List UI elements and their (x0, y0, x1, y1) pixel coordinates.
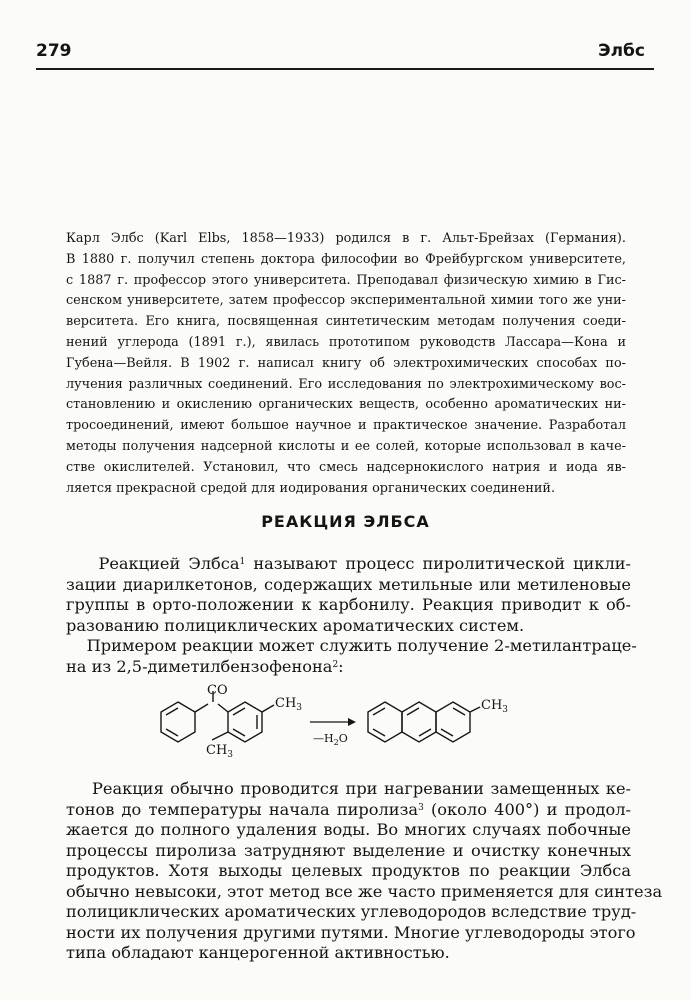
reagent-label (313, 732, 348, 747)
bio-line: верситета. Его книга, посвященная синтетическим методам получения соеди- (66, 314, 626, 330)
benzophenone-structure (161, 691, 274, 742)
bio-line: с 1887 г. профессор этого университета. Преподавал физическую химию в Гис- (66, 272, 626, 288)
inner-bond (419, 729, 431, 736)
text-line: продуктов. Хотя выходы целевых продуктов по реакции Элбса (66, 861, 631, 880)
inner-bond (233, 729, 245, 736)
text-line: полициклических ароматических углеводородов вследствие труд- (66, 902, 637, 921)
text-line: типа обладают канцерогенной активностью. (66, 943, 450, 962)
bond-methyl (470, 707, 480, 712)
inner-bond (373, 729, 385, 736)
conditions-paragraph (66, 779, 663, 964)
biography-paragraph (66, 229, 626, 499)
footnote-ref: 3 (418, 802, 424, 813)
text-line (66, 800, 631, 821)
text-line (66, 554, 631, 575)
page-number: 279 (36, 41, 72, 61)
running-title: Элбс (598, 41, 645, 61)
reagent-subscript: 2 (333, 738, 339, 747)
arrow-head (348, 718, 356, 726)
text-line (66, 779, 631, 800)
text-line: зации диарилкетонов, содержащих метильные или метиленовые (66, 574, 631, 594)
text-line: ности их получения другими путями. Многие углеводороды этого (66, 922, 636, 942)
footnote-ref: 2 (332, 659, 339, 670)
bio-line: стве окислителей. Установил, что смесь надсернокислого натрия и иода яв- (66, 459, 626, 475)
text-line: разованию полициклических ароматических систем. (66, 615, 525, 635)
bio-line: методы получения надсерной кислоты и ее солей, которые использовал в каче- (66, 438, 626, 454)
reaction-scheme (150, 680, 530, 776)
inner-bond (166, 708, 178, 715)
footnote-ref: 1 (239, 557, 246, 567)
bond-methyl-top (262, 705, 274, 712)
bond-to-carbonyl (195, 704, 208, 712)
text-fragment: тонов до температуры начала пиролиза (66, 799, 419, 819)
text-line: процессы пиролиза затрудняют выделение и очистку конечных (66, 840, 631, 860)
bio-line: В 1880 г. получил степень доктора философии во Фрейбургском университете, (66, 251, 626, 267)
text-fragment: на из 2,5-диметилбензофенона (66, 656, 333, 676)
bond-to-ring (218, 704, 228, 712)
inner-bond (453, 708, 465, 715)
text-line: жается до полного удаления воды. Во многих случаях побочные (66, 820, 631, 839)
text-fragment: называют процесс пиролитической цикли- (245, 554, 631, 573)
text-fragment: Реакция обычно проводится при нагревании замещенных ке- (92, 779, 631, 798)
text-fragment: : (338, 656, 344, 676)
reaction-arrow (310, 718, 356, 747)
methyl-text: CH (481, 698, 503, 713)
anthracene-structure (368, 702, 480, 742)
header-rule (36, 68, 654, 70)
methyl-subscript: 3 (502, 705, 509, 715)
bio-line: сенском университете, затем профессор экспериментальной химии того же уни- (66, 293, 626, 309)
bio-line: Карл Элбс (Karl Elbs, 1858—1933) родился в г. Альт-Брейзах (Германия). (66, 231, 626, 246)
text-fragment: (около 400°) и продол- (423, 799, 632, 819)
bio-line: становлению и окислению органических веществ, особенно ароматических ни- (66, 397, 626, 413)
text-line: группы в орто-положении к карбонилу. Реакция приводит к об- (66, 595, 631, 614)
carbonyl-label: CO (207, 683, 228, 698)
section-title: РЕАКЦИЯ ЭЛБСА (261, 512, 430, 531)
methyl-subscript: 3 (227, 750, 234, 760)
inner-bond (373, 708, 385, 715)
inner-bond (166, 729, 178, 736)
methyl-label-top (275, 696, 302, 713)
bio-line: ляется прекрасной средой для иодирования органических соединений. (66, 480, 556, 496)
inner-bond (441, 729, 453, 736)
text-line (66, 657, 631, 678)
product-methyl-label (481, 698, 508, 715)
bio-line: лучения различных соединений. Его исследования по электрохимическому вос- (66, 376, 626, 392)
reagent-text: O (338, 732, 348, 745)
bio-line: тросоединений, имеют большое научное и практическое значение. Разработал (66, 418, 626, 434)
bio-line: нений углерода (1891 г.), явилась прототипом руководств Лассара—Кона и (66, 334, 626, 350)
text-fragment: Примером реакции может служить получение 2-метилантраце- (86, 636, 637, 655)
methyl-text: CH (206, 743, 228, 758)
methyl-label-bottom (206, 743, 233, 760)
methyl-subscript: 3 (296, 703, 303, 713)
reagent-text: —H (313, 732, 334, 745)
text-line: обычно невысоки, этот метод все же часто применяется для синтеза (66, 881, 663, 901)
bond-methyl-bottom (212, 732, 228, 740)
inner-bond (233, 708, 245, 715)
text-fragment: Реакцией Элбса (98, 554, 240, 573)
text-line (66, 636, 637, 657)
methyl-text: CH (275, 696, 297, 711)
inner-bond (407, 708, 419, 715)
bio-line: Губена—Вейля. В 1902 г. написал книгу об электрохимических способах по- (66, 355, 626, 371)
intro-paragraph (66, 554, 631, 636)
example-paragraph (66, 636, 637, 677)
